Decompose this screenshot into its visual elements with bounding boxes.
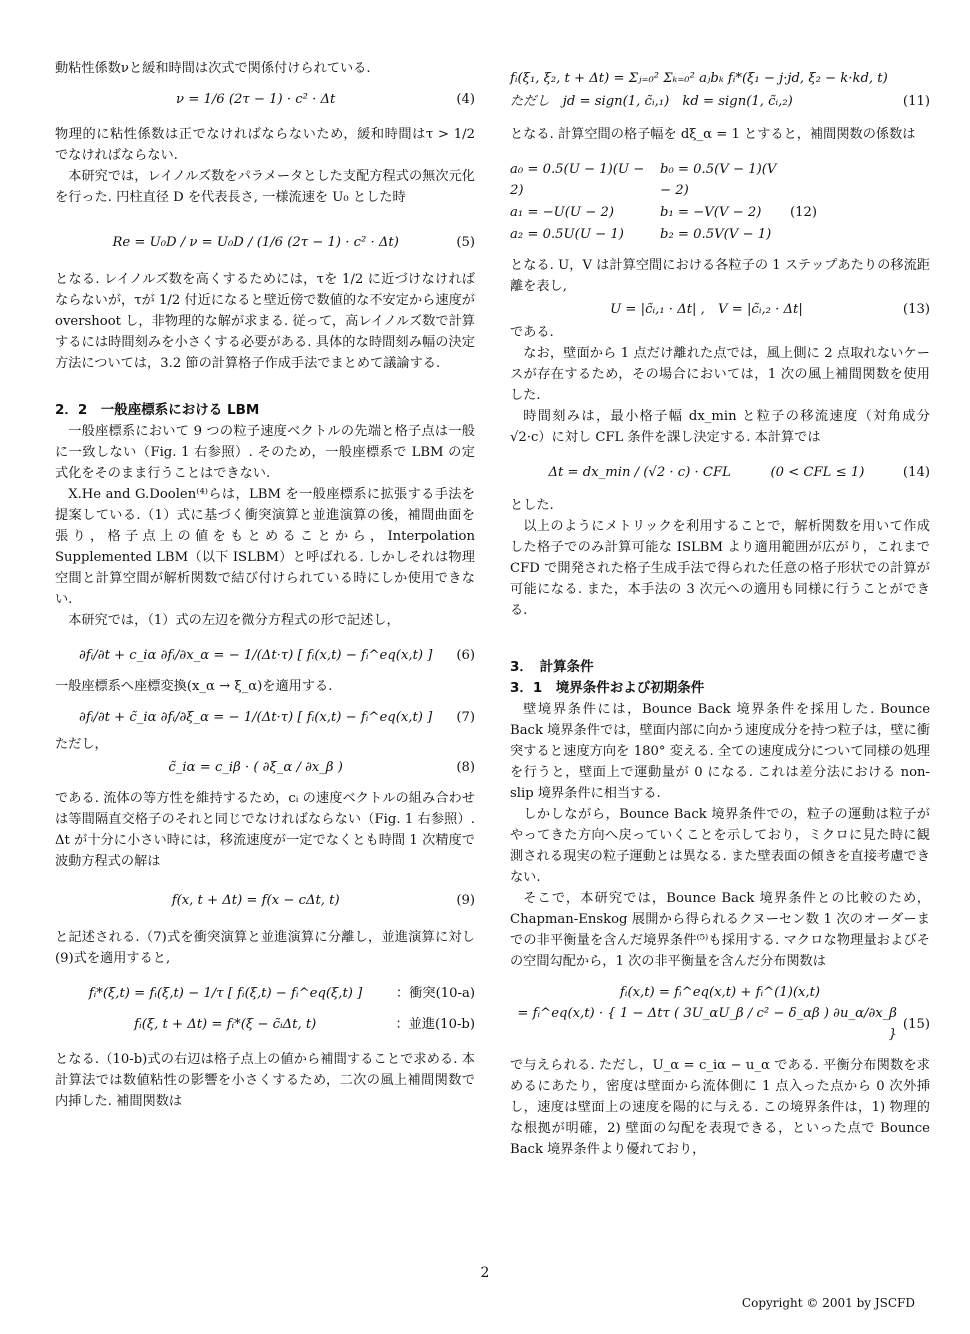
- equation-10b: fᵢ(ξ, t + Δt) = fᵢ*(ξ − c̃ᵢΔt, t) ：並進(10-b): [134, 1017, 475, 1032]
- paragraph: 物理的に粘性係数は正でなければならないため，緩和時間はτ > 1/2 でなければならない.: [55, 127, 475, 163]
- paragraph: 時間刻みは，最小格子幅 dx_min と粒子の移流速度（対角成分 √2·c）に対し CFL 条件を課し決定する. 本計算では: [510, 409, 930, 445]
- paragraph: 以上のようにメトリックを利用することで，解析関数を用いて作成した格子でのみ計算可能な ISLBM より適用範囲が広がり，これまで CFD で開発された格子生成手法で得られた任意の格子形状での計算が可能になる. また，本手法の 3 次元への適用も同様に行うことができる.: [510, 519, 930, 618]
- left-column: [55, 58, 475, 1112]
- paragraph: 一般座標系へ座標変換(x_α → ξ_α)を適用する.: [55, 679, 333, 694]
- paragraph: 一般座標系において 9 つの粒子速度ベクトルの先端と格子点は一般に一致しない（Fig. 1 右参照）. そのため，一般座標系で LBM の定式化をそのまま行うことはできない.: [55, 424, 475, 481]
- paragraph: 本研究では，（1）式の左辺を微分方程式の形で記述し，: [68, 613, 400, 628]
- paragraph: なお，壁面から 1 点だけ離れた点では，風上側に 2 点取れないケースが存在するため，その場合においては，1 次の風上補間関数を使用した.: [510, 346, 930, 403]
- copyright-notice: Copyright © 2001 by JSCFD: [741, 1296, 915, 1310]
- equation-11: fᵢ(ξ₁, ξ₂, t + Δt) = Σⱼ₌₀² Σₖ₌₀² aⱼbₖ fᵢ*(ξ₁ − j·jd, ξ₂ − k·kd, t): [510, 71, 888, 86]
- paragraph: である.: [510, 325, 554, 340]
- paragraph: しかしながら，Bounce Back 境界条件での，粒子の運動は粒子がやってきた方向へ戻っていくことを示しており，ミクロに見た時に観測される現実の粒子運動とは異なる. また壁表面の傾きを直接考慮できない.: [510, 807, 930, 885]
- paragraph: 動粘性係数νと緩和時間は次式で関係付けられている.: [55, 61, 371, 76]
- equation-13: U = |c̃ᵢ,₁ · Δt| , V = |c̃ᵢ,₂ · Δt| (13): [610, 302, 930, 317]
- equation-11-condition: ただし jd = sign(1, c̃ᵢ,₁) kd = sign(1, c̃ᵢ,₂) (11): [510, 94, 930, 109]
- right-column: [510, 58, 930, 1160]
- equation-6: ∂fᵢ/∂t + c_iα ∂fᵢ/∂x_α = − 1/(Δt·τ) [ fᵢ(x,t) − fᵢ^eq(x,t) ] (6): [78, 648, 475, 663]
- paragraph: とした.: [510, 498, 554, 513]
- paragraph: である. 流体の等方性を維持するため，cᵢ の速度ベクトルの組み合わせは等間隔直交格子のそれと同じでなければならない（Fig. 1 右参照）. Δt が十分に小さい時には，移流速度が一定でなくとも時間 1 次精度で波動方程式の解は: [55, 791, 475, 869]
- equation-15-expanded: = fᵢ^eq(x,t) · { 1 − Δtτ ( 3U_αU_β / c² − δ_αβ ) ∂u_α/∂x_β } (15): [517, 1006, 930, 1042]
- paragraph: となる. U，V は計算空間における各粒子の 1 ステップあたりの移流距離を表し,: [510, 258, 930, 294]
- paragraph: となる. 計算空間の格子幅を dξ_α = 1 とすると，補間関数の係数は: [510, 127, 916, 142]
- equation-14: Δt = dx_min / (√2 · c) · CFL (0 < CFL ≤ 1) (14): [548, 465, 930, 480]
- equation-4: ν = 1/6 (2τ − 1) · c² · Δt (4): [176, 92, 475, 107]
- section-heading-3: 3． 計算条件: [510, 659, 594, 675]
- paragraph: となる. レイノルズ数を高くするためには，τを 1/2 に近づけなければならないが，τが 1/2 付近になると壁近傍で数値的な不安定から速度が overshoot し，非物理的な解が求まる. 従って，高レイノルズ数で計算するには時間刻みを小さくする必要がある. 具体的な時間刻み幅の決定方法については，3.2 節の計算格子作成手法でまとめて議論する.: [55, 272, 475, 371]
- equation-7: ∂fᵢ/∂t + c̃_iα ∂fᵢ/∂ξ_α = − 1/(Δt·τ) [ fᵢ(x,t) − fᵢ^eq(x,t) ] (7): [79, 710, 475, 725]
- paragraph: 本研究では，レイノルズ数をパラメータとした支配方程式の無次元化を行った. 円柱直径 D を代表長さ, 一様流速を U₀ とした時: [55, 169, 475, 205]
- paragraph: X.He and G.Doolen⁽⁴⁾らは，LBM を一般座標系に拡張する手法を提案している.（1）式に基づく衝突演算と並進演算の後，補間曲面を張り，格子点上の値をもとめることから，Interpolation Supplemented LBM（以下 ISLBM）と呼ばれる. しかしそれは物理空間と計算空間が解析関数で結び付けられている時にしか使用できない.: [55, 487, 475, 607]
- paragraph: 壁境界条件には，Bounce Back 境界条件を採用した. Bounce Back 境界条件では，壁面内部に向かう速度成分を持つ粒子は，壁に衝突すると速度方向を 180° 変える. 全ての速度成分について同様の処理を行うと，壁面上で運動量が 0 になる. これは差分法における non-slip 境界条件に相当する.: [510, 702, 930, 801]
- section-heading-3-1: 3．1 境界条件および初期条件: [510, 680, 705, 696]
- page-number: 2: [480, 1265, 490, 1281]
- equation-8: c̃_iα = c_iβ · ( ∂ξ_α / ∂x_β ) (8): [168, 760, 475, 775]
- equation-9: f(x, t + Δt) = f(x − cΔt, t) (9): [171, 893, 475, 908]
- paragraph: と記述される.（7)式を衝突演算と並進演算に分離し，並進演算に対し(9)式を適用すると,: [55, 930, 475, 966]
- section-heading-2-2: 2．2 一般座標系における LBM: [55, 402, 260, 418]
- equation-10a: fᵢ*(ξ,t) = fᵢ(ξ,t) − 1/τ [ fᵢ(ξ,t) − fᵢ^eq(ξ,t) ] ：衝突(10-a): [88, 986, 475, 1001]
- paragraph: ただし，: [55, 737, 108, 752]
- equation-15: fᵢ(x,t) = fᵢ^eq(x,t) + fᵢ^(1)(x,t): [619, 985, 821, 1000]
- paragraph: そこで，本研究では，Bounce Back 境界条件との比較のため，Chapman-Enskog 展開から得られるクヌーセン数 1 次のオーダーまでの非平衡量を含んだ境界条件⁽⁵⁾も採用する. マクロな物理量およびその空間勾配から，1 次の非平衡量を含んだ分布関数は: [510, 891, 930, 969]
- paragraph: で与えられる. ただし，U_α = c_iα − u_α である. 平衡分布関数を求めるにあたり，密度は壁面から流体側に 1 点入った点から 0 次外挿し，速度は壁面上の速度を陽的に与える. この境界条件は，1) 物理的な根拠が明確，2) 壁面の勾配を表現できる，といった点で Bounce Back 境界条件より優れており，: [510, 1058, 930, 1157]
- equation-12: a₀ = 0.5(U − 1)(U − 2) b₀ = 0.5(V − 1)(V − 2) a₁ = −U(U − 2) b₁ = −V(V − 2) (12) a₂ = 0.5U(U − 1) b₂ = 0.5V(V − 1): [510, 162, 818, 242]
- paragraph: となる.（10-b)式の右辺は格子点上の値から補間することで求める. 本計算法では数値粘性の影響を小さくするため，二次の風上補間関数で内挿した. 補間関数は: [55, 1052, 475, 1109]
- equation-5: Re = U₀D / ν = U₀D / (1/6 (2τ − 1) · c² · Δt) (5): [112, 235, 475, 250]
